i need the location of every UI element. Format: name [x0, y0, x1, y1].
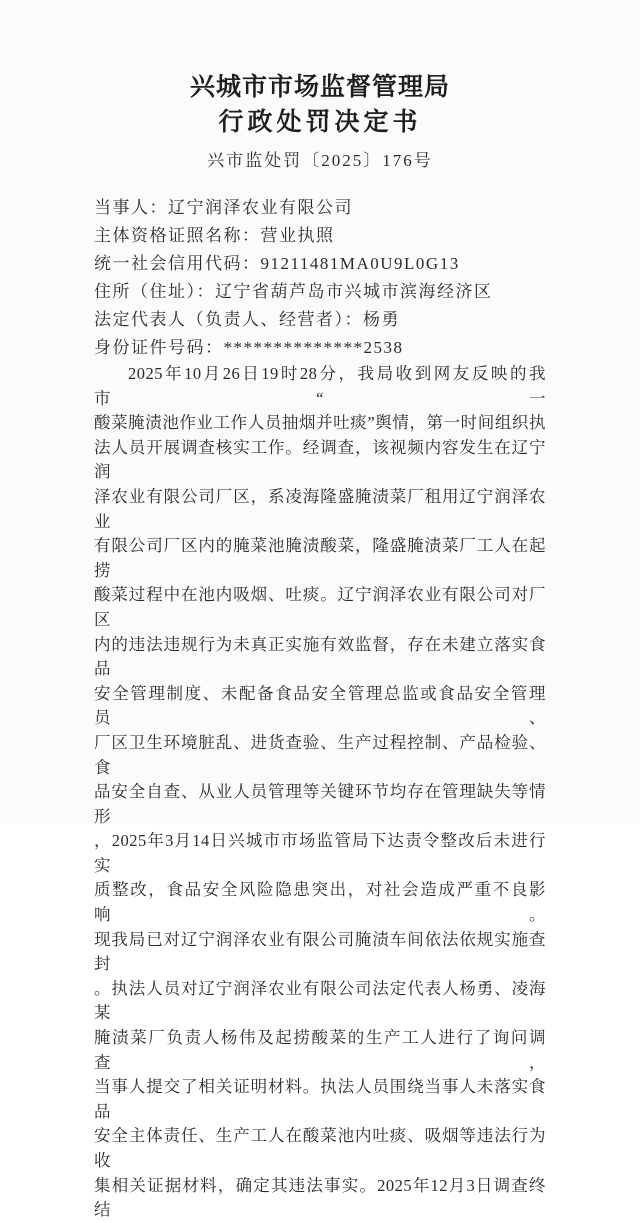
party-info-line: 统一社会信用代码：91211481MA0U9L0G13 [94, 254, 460, 273]
body-text-line: ，2025年3月14日兴城市市场监管局下达责令整改后未进行实 [94, 831, 546, 875]
document-title-line1: 兴城市市场监督管理局 [189, 74, 450, 101]
party-info-line: 当事人：辽宁润泽农业有限公司 [94, 198, 353, 217]
party-info-line: 住所（住址）：辽宁省葫芦岛市兴城市滨海经济区 [94, 282, 493, 301]
body-text-line: 。执法人员对辽宁润泽农业有限公司法定代表人杨勇、凌海某 [94, 978, 546, 1023]
body-text-line: 腌渍菜厂负责人杨伟及起捞酸菜的生产工人进行了询问调查， [94, 1028, 546, 1072]
party-info-line: 主体资格证照名称：营业执照 [94, 226, 335, 245]
party-info-block [94, 194, 546, 362]
body-paragraph [94, 362, 546, 1223]
body-text-line: 现我局已对辽宁润泽农业有限公司腌渍车间依法依规实施查封 [94, 929, 546, 974]
body-text-line: 质整改，食品安全风险隐患突出，对社会造成严重不良影响。 [94, 880, 546, 925]
body-text-line: 2025年10月26日19时28分，我局收到网友反映的我市“一 [94, 364, 546, 408]
body-text-line: 厂区卫生环境脏乱、进货查验、生产过程控制、产品检验、食 [94, 732, 546, 777]
body-text-line: 酸菜过程中在池内吸烟、吐痰。辽宁润泽农业有限公司对厂区 [94, 585, 546, 629]
body-text-line: 酸菜腌渍池作业工作人员抽烟并吐痰”舆情，第一时间组织执 [94, 413, 546, 433]
body-text-line: 泽农业有限公司厂区，系凌海隆盛腌渍菜厂租用辽宁润泽农业 [94, 486, 546, 531]
body-text-line: 法人员开展调查核实工作。经调查，该视频内容发生在辽宁润 [94, 437, 546, 482]
document-number: 兴市监处罚〔2025〕176号 [207, 151, 433, 170]
body-text-line: 内的违法违规行为未真正实施有效监督，存在未建立落实食品 [94, 634, 546, 679]
body-text-line: 安全主体责任、生产工人在酸菜池内吐痰、吸烟等违法行为收 [94, 1126, 546, 1170]
body-text-line: 集相关证据材料，确定其违法事实。2025年12月3日调查终结 [94, 1175, 546, 1220]
body-text-line: 当事人提交了相关证明材料。执法人员围绕当事人未落实食品 [94, 1077, 546, 1121]
party-info-line: 法定代表人（负责人、经营者）：杨勇 [94, 310, 400, 329]
party-info-line: 身份证件号码：**************2538 [94, 338, 404, 357]
body-text-line: 有限公司厂区内的腌菜池腌渍酸菜，隆盛腌渍菜厂工人在起捞 [94, 536, 546, 580]
body-text-line: 品安全自查、从业人员管理等关键环节均存在管理缺失等情形 [94, 782, 546, 826]
body-text-line: 安全管理制度、未配备食品安全管理总监或食品安全管理员、 [94, 683, 546, 728]
document-title-line2: 行政处罚决定书 [218, 109, 422, 136]
